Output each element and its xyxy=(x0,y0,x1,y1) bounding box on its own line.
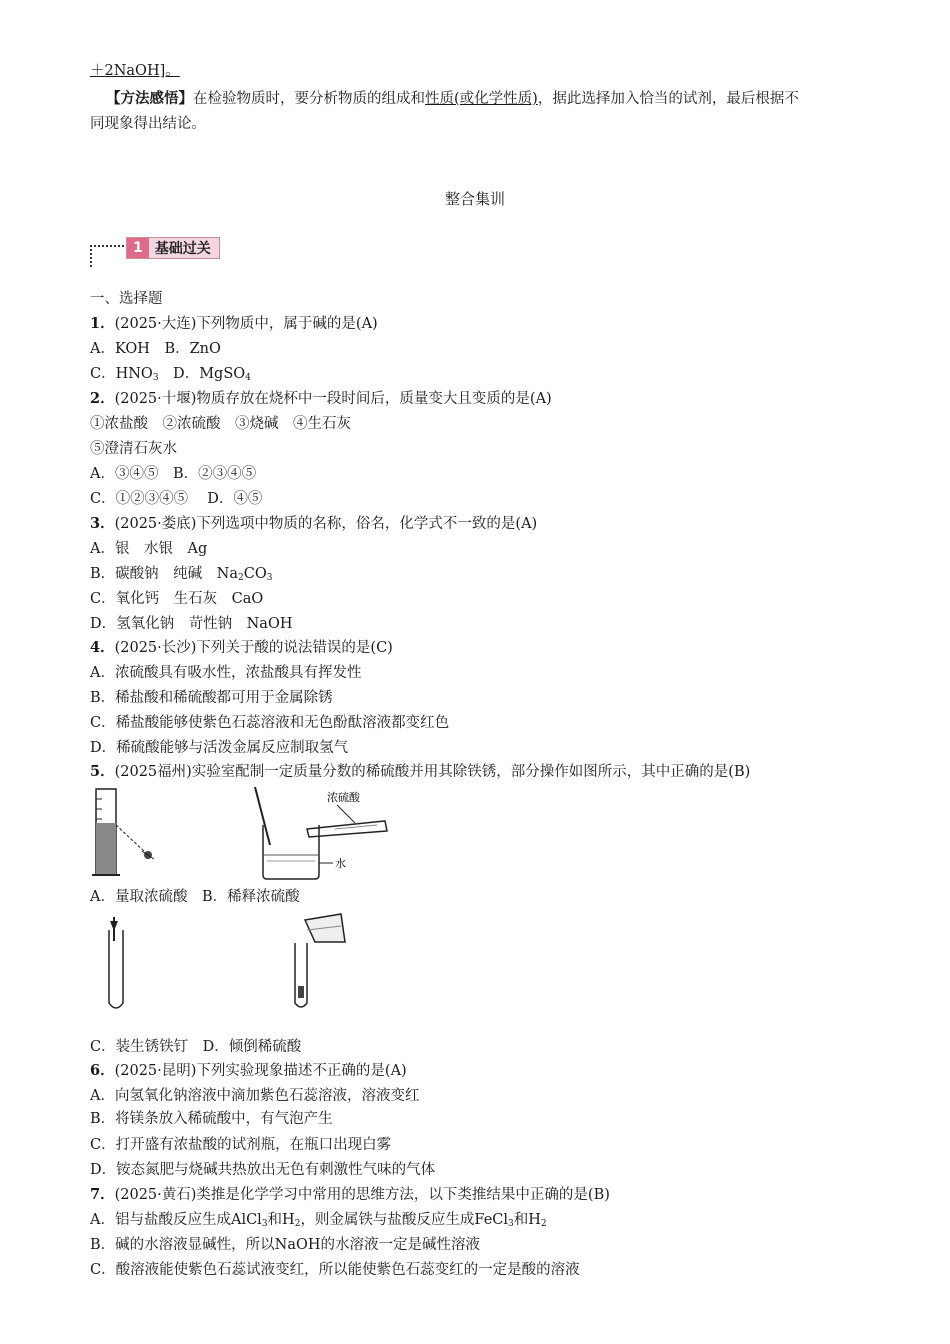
q1-options-cd: C．$HNO_3$ D．MgSO$_4$ xyxy=(90,366,251,383)
question-7: 7．(2025·黄石)类推是化学学习中常用的思维方法，以下类推结果中正确的是(B) xyxy=(90,1186,610,1203)
q6-option-c: C．打开盛有浓盐酸的试剂瓶，在瓶口出现白雾 xyxy=(90,1137,392,1153)
q4-option-a: A．浓硫酸具有吸水性，浓盐酸具有挥发性 xyxy=(90,665,362,681)
q1-options-ab: A．KOH B．ZnO xyxy=(90,341,221,357)
q6-option-a: A．向氢氧化钠溶液中滴加紫色石蕊溶液，溶液变红 xyxy=(90,1088,420,1104)
label-concentrated-acid: 浓硫酸 xyxy=(327,791,360,804)
question-2: 2．(2025·十堰)物质存放在烧杯中一段时间后，质量变大且变质的是(A) xyxy=(90,390,552,407)
question-6: 6．(2025·昆明)下列实验现象描述不正确的是(A) xyxy=(90,1062,407,1079)
q6-option-b: B．将镁条放入稀硫酸中，有气泡产生 xyxy=(90,1111,333,1127)
section-title: 整合集训 xyxy=(444,190,505,208)
q4-option-d: D．稀硫酸能够与活泼金属反应制取氢气 xyxy=(90,740,349,756)
q2-items-1: ①浓盐酸 ②浓硫酸 ③烧碱 ④生石灰 xyxy=(90,416,351,432)
test-tube-nail-figure xyxy=(100,915,140,1015)
q3-option-c: C．氧化钙 生石灰 CaO xyxy=(90,591,264,607)
pouring-acid-figure xyxy=(285,908,355,1013)
question-4: 4．(2025·长沙)下列关于酸的说法错误的是(C) xyxy=(90,639,393,656)
badge-number: 1 xyxy=(127,238,149,258)
q7-option-c: C．酸溶液能使紫色石蕊试液变红，所以能使紫色石蕊变红的一定是酸的溶液 xyxy=(90,1262,580,1278)
q4-option-b: B．稀盐酸和稀硫酸都可用于金属除锈 xyxy=(90,690,333,706)
section-badge xyxy=(90,237,240,267)
question-3: 3．(2025·娄底)下列选项中物质的名称，俗名，化学式不一致的是(A) xyxy=(90,515,538,532)
question-1: 1．(2025·大连)下列物质中，属于碱的是(A) xyxy=(90,315,378,332)
q3-option-b: B．碳酸钠 纯碱 $Na_2CO_3$ xyxy=(90,566,273,583)
q2-options-cd: C．①②③④⑤ D．④⑤ xyxy=(90,491,263,507)
intro-line-1: ＋2NaOH]。 xyxy=(90,63,180,79)
graduated-cylinder-figure xyxy=(88,785,168,880)
badge-label: 基础过关 xyxy=(154,241,211,257)
q3-option-a: A．银 水银 Ag xyxy=(90,541,208,557)
label-water: 水 xyxy=(335,857,346,870)
q2-items-2: ⑤澄清石灰水 xyxy=(90,441,177,457)
q7-option-a: A．铝与盐酸反应生成AlCl$_3$和$H_2$，则金属铁与盐酸反应生成FeCl$_3$和$H_2$ xyxy=(90,1212,547,1229)
q2-options-ab: A．③④⑤ B．②③④⑤ xyxy=(90,466,257,482)
question-5: 5．(2025福州)实验室配制一定质量分数的稀硫酸并用其除铁锈，部分操作如图所示，其中正确的是(B) xyxy=(90,763,751,780)
method-insight: 【方法感悟】在检验物质时，要分析物质的组成和性质(或化学性质)，据此选择加入恰当的试剂，最后根据不 xyxy=(106,90,799,107)
q7-option-b: B．碱的水溶液显碱性，所以NaOH的水溶液一定是碱性溶液 xyxy=(90,1237,481,1253)
dilution-figure xyxy=(245,785,395,885)
q4-option-c: C．稀盐酸能够使紫色石蕊溶液和无色酚酞溶液都变红色 xyxy=(90,715,450,731)
intro-line-3: 同现象得出结论。 xyxy=(90,116,206,132)
part-title: 一、选择题 xyxy=(90,291,163,307)
q5-options-ab: A．量取浓硫酸 B．稀释浓硫酸 xyxy=(90,889,300,905)
q3-option-d: D．氢氧化钠 苛性钠 NaOH xyxy=(90,616,293,632)
q6-option-d: D．铵态氮肥与烧碱共热放出无色有刺激性气味的气体 xyxy=(90,1162,436,1178)
q5-options-cd: C．装生锈铁钉 D．倾倒稀硫酸 xyxy=(90,1039,302,1055)
